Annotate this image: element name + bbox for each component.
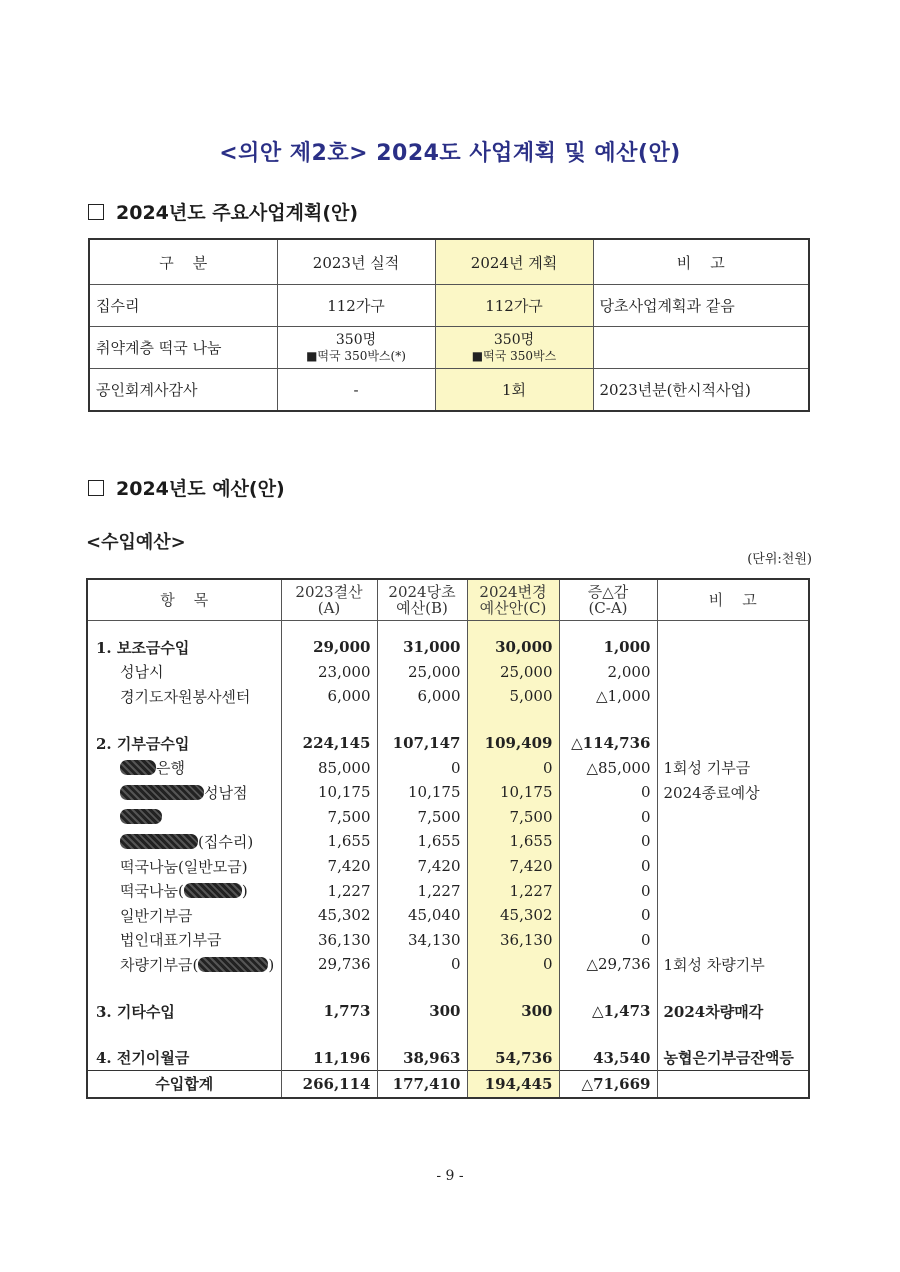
header-c-line1: 2024변경 <box>479 583 547 601</box>
budget-item-label: 일반기부금 <box>120 906 193 925</box>
budget-header-row <box>87 579 809 621</box>
budget-item-label: (집수리) <box>198 832 254 851</box>
budget-2023-a: 29,736 <box>281 952 377 977</box>
plan-2023-main: 350명 <box>335 331 377 348</box>
plan-2024: 112가구 <box>435 285 593 327</box>
plan-2024: 1회 <box>435 369 593 412</box>
budget-diff: △114,736 <box>559 731 657 756</box>
budget-item <box>87 635 281 660</box>
budget-note: 농협은기부금잔액등 <box>657 1045 809 1070</box>
redaction-mark <box>184 883 242 898</box>
budget-item-label: 떡국나눔(일반모금) <box>120 857 248 876</box>
budget-row <box>87 999 809 1024</box>
plan-item: 집수리 <box>89 285 277 327</box>
budget-item <box>87 829 281 854</box>
budget-2023-a: 1,655 <box>281 829 377 854</box>
budget-2024-b: 31,000 <box>377 635 467 660</box>
income-budget-table <box>86 578 810 1099</box>
budget-header-item: 항 목 <box>87 579 281 621</box>
plan-2024-main: 350명 <box>493 331 535 348</box>
budget-diff: 0 <box>559 903 657 928</box>
redaction-mark <box>198 957 268 972</box>
budget-2024-b: 0 <box>377 952 467 977</box>
budget-2024-b: 300 <box>377 999 467 1024</box>
budget-2024-c: 1,655 <box>467 829 559 854</box>
budget-header-c <box>467 579 559 621</box>
spacer-row <box>87 977 809 999</box>
budget-2024-c: 109,409 <box>467 731 559 756</box>
budget-2023-a: 266,114 <box>281 1070 377 1098</box>
header-a-line1: 2023결산 <box>295 583 363 601</box>
budget-item <box>87 903 281 928</box>
budget-2024-b: 7,420 <box>377 854 467 879</box>
header-d-line1: 증△감 <box>587 583 629 601</box>
plan-row <box>89 285 809 327</box>
label-part: 차량기부금( <box>120 955 199 974</box>
plan-header-note: 비 고 <box>593 239 809 285</box>
budget-2024-c: 7,420 <box>467 854 559 879</box>
budget-2023-a: 45,302 <box>281 903 377 928</box>
budget-item-label: 경기도자원봉사센터 <box>120 687 251 706</box>
budget-row <box>87 903 809 928</box>
budget-2023-a: 36,130 <box>281 928 377 953</box>
budget-2024-b: 0 <box>377 755 467 780</box>
budget-2024-c: 0 <box>467 952 559 977</box>
budget-note <box>657 903 809 928</box>
budget-row <box>87 952 809 977</box>
header-c-line2: 예산안(C) <box>479 599 547 617</box>
plan-section-heading <box>88 198 358 225</box>
budget-row <box>87 1045 809 1070</box>
budget-2024-c: 30,000 <box>467 635 559 660</box>
budget-item-label: 성남점 <box>204 783 248 802</box>
budget-item <box>87 878 281 903</box>
total-row <box>87 1070 809 1098</box>
budget-row <box>87 829 809 854</box>
budget-2024-b: 10,175 <box>377 780 467 805</box>
plan-header-row <box>89 239 809 285</box>
budget-row <box>87 660 809 685</box>
budget-diff: △85,000 <box>559 755 657 780</box>
budget-item <box>87 755 281 780</box>
plan-2024-sub: ■떡국 350박스 <box>471 348 557 363</box>
budget-item <box>87 780 281 805</box>
budget-2024-c: 54,736 <box>467 1045 559 1070</box>
budget-2024-c: 45,302 <box>467 903 559 928</box>
header-b-line1: 2024당초 <box>388 583 456 601</box>
budget-diff: 0 <box>559 878 657 903</box>
budget-2024-b: 38,963 <box>377 1045 467 1070</box>
budget-header-b <box>377 579 467 621</box>
plan-note: 당초사업계획과 같음 <box>593 285 809 327</box>
plan-2024 <box>435 327 593 369</box>
budget-header-note: 비 고 <box>657 579 809 621</box>
budget-diff: 0 <box>559 780 657 805</box>
budget-item-label: 4. 전기이월금 <box>96 1049 190 1068</box>
budget-section-label: 2024년도 예산(안) <box>116 478 285 500</box>
budget-note <box>657 660 809 685</box>
budget-item-label: 3. 기타수입 <box>96 1002 175 1021</box>
budget-2023-a: 23,000 <box>281 660 377 685</box>
budget-2023-a: 11,196 <box>281 1045 377 1070</box>
budget-note <box>657 684 809 709</box>
plan-section-label: 2024년도 주요사업계획(안) <box>116 202 359 224</box>
budget-header-d <box>559 579 657 621</box>
plan-2023 <box>277 327 435 369</box>
budget-item-label: 은행 <box>156 759 185 778</box>
plan-row <box>89 327 809 369</box>
plan-header-2023: 2023년 실적 <box>277 239 435 285</box>
budget-note <box>657 1070 809 1098</box>
budget-2024-c: 1,227 <box>467 878 559 903</box>
budget-2024-c: 25,000 <box>467 660 559 685</box>
budget-diff: 0 <box>559 805 657 830</box>
budget-row <box>87 780 809 805</box>
budget-note <box>657 731 809 756</box>
plan-note: 2023년분(한시적사업) <box>593 369 809 412</box>
budget-item-label <box>120 882 248 900</box>
plan-table <box>88 238 810 412</box>
spacer-row <box>87 621 809 636</box>
budget-item-label: 법인대표기부금 <box>120 931 222 950</box>
header-b-line2: 예산(B) <box>396 599 448 617</box>
budget-row <box>87 635 809 660</box>
budget-item <box>87 928 281 953</box>
budget-2023-a: 7,420 <box>281 854 377 879</box>
budget-item <box>87 805 281 830</box>
spacer-row <box>87 709 809 731</box>
budget-2024-c: 7,500 <box>467 805 559 830</box>
budget-2024-c: 300 <box>467 999 559 1024</box>
plan-item: 공인회계사감사 <box>89 369 277 412</box>
header-a-line2: (A) <box>317 599 341 617</box>
budget-note <box>657 829 809 854</box>
budget-2024-c: 5,000 <box>467 684 559 709</box>
budget-diff: 1,000 <box>559 635 657 660</box>
budget-diff: △1,000 <box>559 684 657 709</box>
budget-diff: △71,669 <box>559 1070 657 1098</box>
budget-item-label: 2. 기부금수입 <box>96 734 190 753</box>
redaction-mark <box>120 834 198 849</box>
budget-2023-a: 224,145 <box>281 731 377 756</box>
plan-header-2024: 2024년 계획 <box>435 239 593 285</box>
budget-2024-b: 6,000 <box>377 684 467 709</box>
budget-2024-b: 25,000 <box>377 660 467 685</box>
budget-item <box>87 854 281 879</box>
budget-note: 2024종료예상 <box>657 780 809 805</box>
budget-item <box>87 684 281 709</box>
budget-item <box>87 999 281 1024</box>
plan-2023-sub: ■떡국 350박스(*) <box>306 348 406 363</box>
budget-row <box>87 854 809 879</box>
spacer-row <box>87 1023 809 1045</box>
budget-item <box>87 952 281 977</box>
budget-item <box>87 1045 281 1070</box>
budget-item-label <box>120 956 274 974</box>
budget-2024-c: 36,130 <box>467 928 559 953</box>
checkbox-square-icon <box>88 480 104 496</box>
budget-2024-c: 0 <box>467 755 559 780</box>
budget-row <box>87 755 809 780</box>
budget-diff: 0 <box>559 854 657 879</box>
redaction-mark <box>120 760 156 775</box>
budget-note <box>657 635 809 660</box>
budget-2023-a: 10,175 <box>281 780 377 805</box>
budget-diff: 43,540 <box>559 1045 657 1070</box>
budget-item <box>87 660 281 685</box>
redaction-mark <box>120 809 162 824</box>
document-title: <의안 제2호> 2024도 사업계획 및 예산(안) <box>219 141 681 166</box>
budget-2023-a: 85,000 <box>281 755 377 780</box>
budget-note <box>657 878 809 903</box>
budget-2024-b: 1,655 <box>377 829 467 854</box>
budget-row <box>87 878 809 903</box>
budget-header-a <box>281 579 377 621</box>
unit-label: (단위:천원) <box>747 552 812 567</box>
budget-note: 2024차량매각 <box>657 999 809 1024</box>
budget-diff: △1,473 <box>559 999 657 1024</box>
budget-diff: △29,736 <box>559 952 657 977</box>
budget-2023-a: 1,227 <box>281 878 377 903</box>
plan-item: 취약계층 떡국 나눔 <box>89 327 277 369</box>
budget-2024-c: 10,175 <box>467 780 559 805</box>
budget-note: 1회성 기부금 <box>657 755 809 780</box>
budget-item <box>87 731 281 756</box>
plan-header-category: 구 분 <box>89 239 277 285</box>
page-number: - 9 - <box>436 1168 464 1184</box>
budget-2023-a: 29,000 <box>281 635 377 660</box>
budget-2024-b: 34,130 <box>377 928 467 953</box>
budget-note: 1회성 차량기부 <box>657 952 809 977</box>
budget-2023-a: 6,000 <box>281 684 377 709</box>
budget-row <box>87 684 809 709</box>
label-part: 떡국나눔( <box>120 882 184 901</box>
budget-2023-a: 7,500 <box>281 805 377 830</box>
label-part: ) <box>268 955 275 974</box>
budget-2024-c: 194,445 <box>467 1070 559 1098</box>
checkbox-square-icon <box>88 204 104 220</box>
budget-note <box>657 854 809 879</box>
budget-2023-a: 1,773 <box>281 999 377 1024</box>
income-subtitle: <수입예산> <box>86 532 186 553</box>
budget-item-label: 성남시 <box>120 663 164 682</box>
budget-item-label: 1. 보조금수입 <box>96 638 190 657</box>
budget-diff: 0 <box>559 829 657 854</box>
plan-note <box>593 327 809 369</box>
budget-2024-b: 1,227 <box>377 878 467 903</box>
plan-row <box>89 369 809 412</box>
budget-diff: 2,000 <box>559 660 657 685</box>
header-d-line2: (C-A) <box>588 599 628 617</box>
budget-row <box>87 805 809 830</box>
budget-diff: 0 <box>559 928 657 953</box>
budget-2024-b: 107,147 <box>377 731 467 756</box>
budget-body <box>87 635 809 1098</box>
budget-row <box>87 731 809 756</box>
budget-2024-b: 7,500 <box>377 805 467 830</box>
budget-note <box>657 805 809 830</box>
budget-note <box>657 928 809 953</box>
label-part: ) <box>241 882 248 901</box>
redaction-mark <box>120 785 204 800</box>
budget-item <box>87 1070 281 1098</box>
plan-2023: - <box>277 369 435 412</box>
plan-2023: 112가구 <box>277 285 435 327</box>
budget-2024-b: 45,040 <box>377 903 467 928</box>
budget-2024-b: 177,410 <box>377 1070 467 1098</box>
budget-row <box>87 928 809 953</box>
budget-section-heading <box>88 474 285 501</box>
budget-item-label: 수입합계 <box>155 1075 214 1094</box>
